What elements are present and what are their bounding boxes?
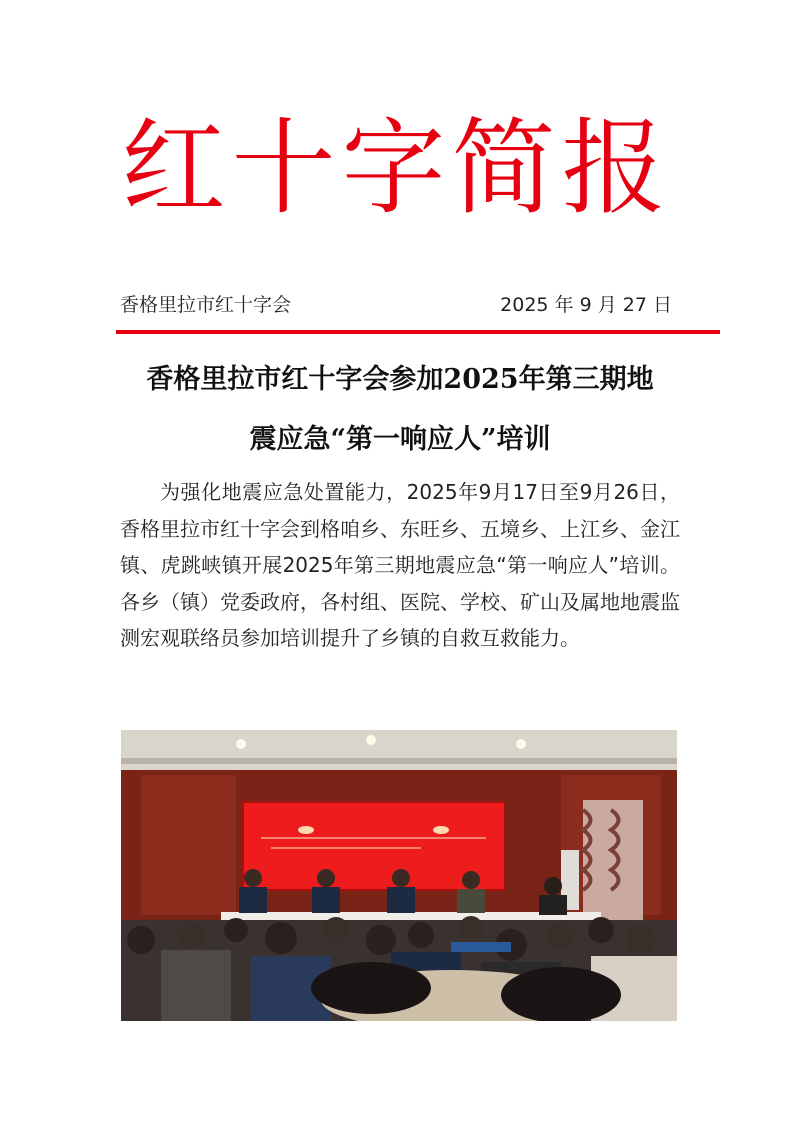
header-divider xyxy=(116,330,720,334)
issuing-organization: 香格里拉市红十字会 xyxy=(120,294,292,316)
photo-illustration xyxy=(121,730,677,1021)
article-body: 为强化地震应急处置能力，2025年9月17日至9月26日，香格里拉市红十字会到格咱乡、东旺乡、五境乡、上江乡、金江镇、虎跳峡镇开展2025年第三期地震应急“第一响应人”培训。各乡（镇）党委政府，各村组、医院、学校、矿山及属地地震监测宏观联络员参加培训提升了乡镇的自救互救能力。 xyxy=(120,480,680,650)
issue-date: 2025 年 9 月 27 日 xyxy=(500,294,672,316)
audience xyxy=(121,916,677,1021)
training-session-photo xyxy=(121,730,677,1021)
masthead-title: 红十字简报 xyxy=(121,107,672,229)
article-headline xyxy=(110,350,690,470)
headline-line-1: 香格里拉市红十字会参加2025年第三期地 xyxy=(146,364,654,395)
headline-line-2: 震应急“第一响应人”培训 xyxy=(249,424,551,455)
issue-meta xyxy=(120,290,672,318)
